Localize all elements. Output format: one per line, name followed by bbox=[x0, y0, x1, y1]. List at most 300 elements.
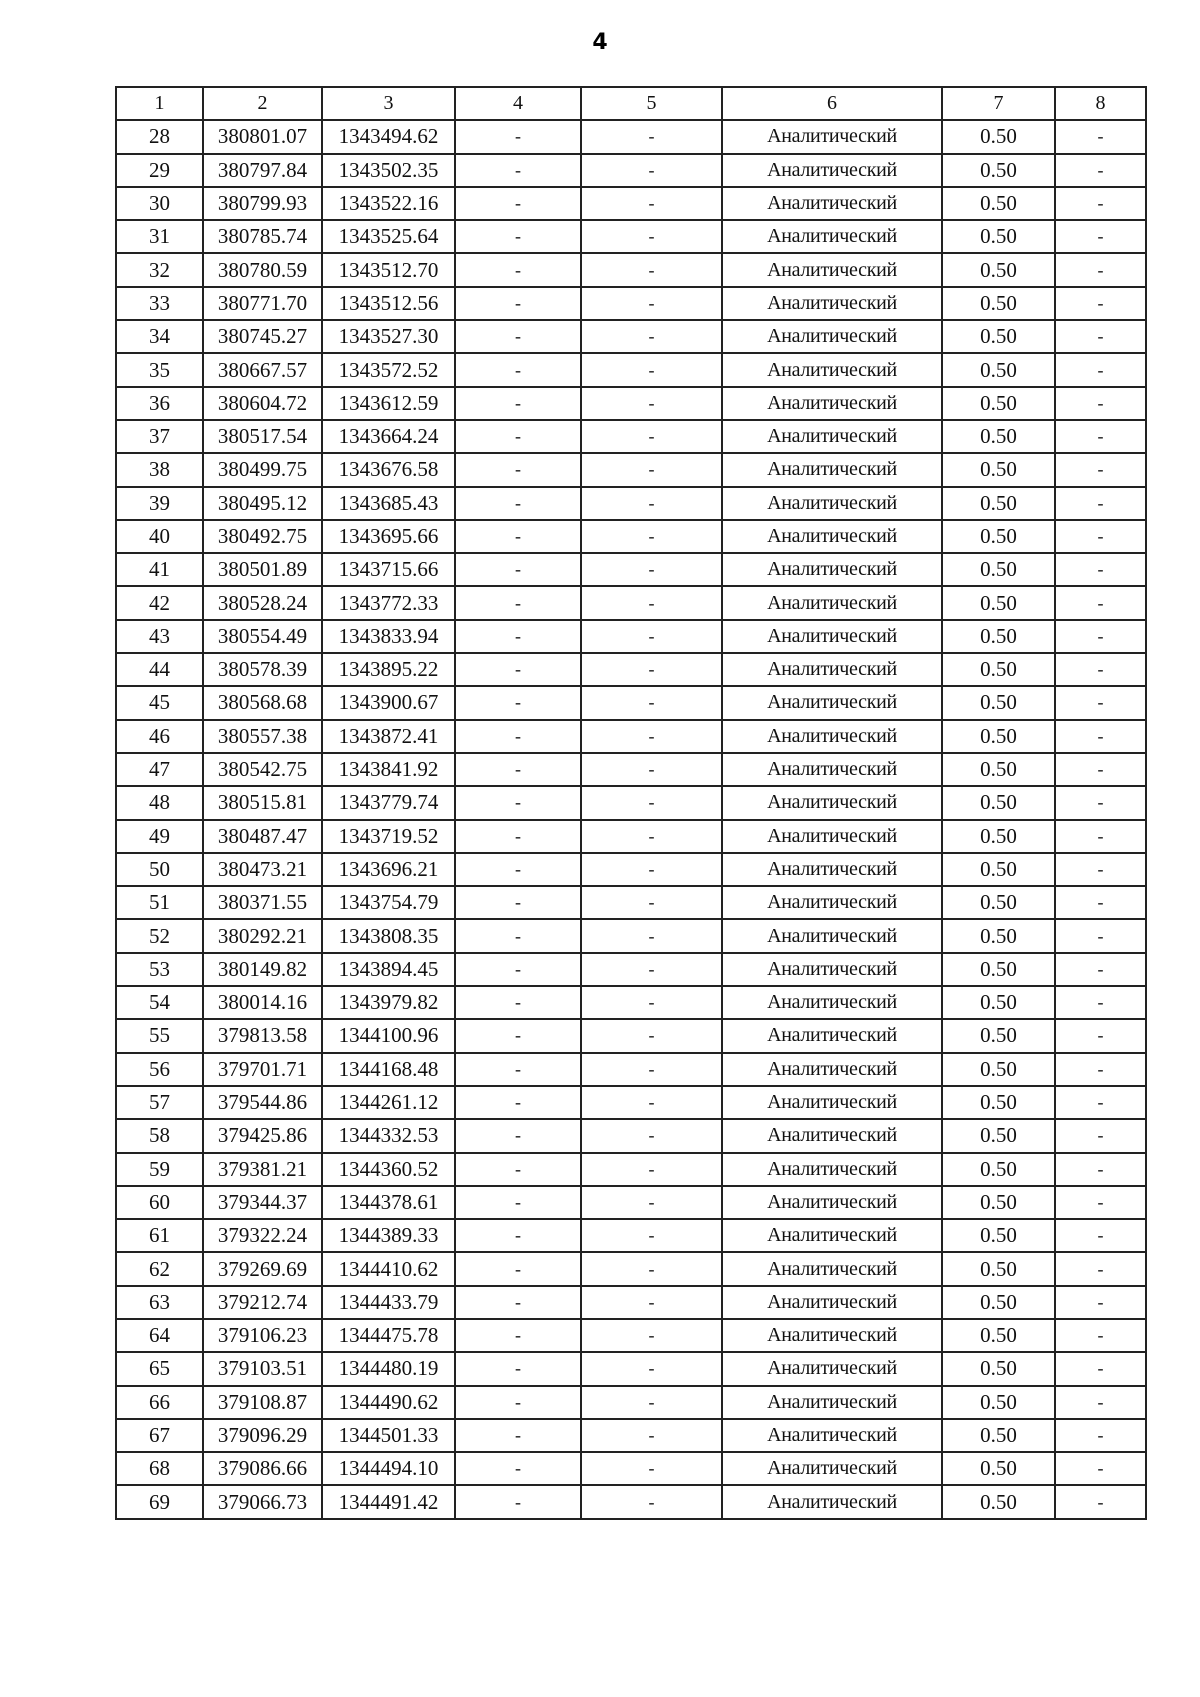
point-number-cell: 29 bbox=[116, 154, 203, 187]
point-number-cell: 63 bbox=[116, 1286, 203, 1319]
col4-cell: - bbox=[455, 387, 581, 420]
point-number-cell: 68 bbox=[116, 1452, 203, 1485]
col5-cell: - bbox=[581, 220, 722, 253]
y-coordinate-cell: 1343833.94 bbox=[322, 620, 455, 653]
method-cell: Аналитический bbox=[722, 1452, 942, 1485]
col5-cell: - bbox=[581, 786, 722, 819]
point-number-cell: 52 bbox=[116, 919, 203, 952]
col8-cell: - bbox=[1055, 1386, 1146, 1419]
table-row bbox=[116, 287, 1146, 320]
col8-cell: - bbox=[1055, 1219, 1146, 1252]
accuracy-cell: 0.50 bbox=[942, 453, 1055, 486]
col4-cell: - bbox=[455, 120, 581, 153]
method-cell: Аналитический bbox=[722, 1219, 942, 1252]
col8-cell: - bbox=[1055, 1452, 1146, 1485]
col5-cell: - bbox=[581, 353, 722, 386]
point-number-cell: 44 bbox=[116, 653, 203, 686]
accuracy-cell: 0.50 bbox=[942, 1319, 1055, 1352]
col4-cell: - bbox=[455, 453, 581, 486]
point-number-cell: 48 bbox=[116, 786, 203, 819]
table-row bbox=[116, 886, 1146, 919]
col8-cell: - bbox=[1055, 187, 1146, 220]
col8-cell: - bbox=[1055, 1119, 1146, 1152]
table-row bbox=[116, 586, 1146, 619]
y-coordinate-cell: 1343527.30 bbox=[322, 320, 455, 353]
x-coordinate-cell: 379086.66 bbox=[203, 1452, 322, 1485]
accuracy-cell: 0.50 bbox=[942, 653, 1055, 686]
col5-cell: - bbox=[581, 387, 722, 420]
y-coordinate-cell: 1344480.19 bbox=[322, 1352, 455, 1385]
x-coordinate-cell: 379425.86 bbox=[203, 1119, 322, 1152]
col4-cell: - bbox=[455, 1419, 581, 1452]
col4-cell: - bbox=[455, 253, 581, 286]
col8-cell: - bbox=[1055, 853, 1146, 886]
point-number-cell: 43 bbox=[116, 620, 203, 653]
method-cell: Аналитический bbox=[722, 586, 942, 619]
y-coordinate-cell: 1344360.52 bbox=[322, 1153, 455, 1186]
x-coordinate-cell: 379813.58 bbox=[203, 1019, 322, 1052]
x-coordinate-cell: 379096.29 bbox=[203, 1419, 322, 1452]
col4-cell: - bbox=[455, 720, 581, 753]
method-cell: Аналитический bbox=[722, 187, 942, 220]
x-coordinate-cell: 380557.38 bbox=[203, 720, 322, 753]
col5-cell: - bbox=[581, 753, 722, 786]
accuracy-cell: 0.50 bbox=[942, 353, 1055, 386]
method-cell: Аналитический bbox=[722, 287, 942, 320]
col5-cell: - bbox=[581, 1053, 722, 1086]
point-number-cell: 69 bbox=[116, 1485, 203, 1518]
accuracy-cell: 0.50 bbox=[942, 620, 1055, 653]
table-header-row bbox=[116, 87, 1146, 120]
table-row bbox=[116, 1485, 1146, 1518]
table-body bbox=[116, 120, 1146, 1518]
col8-cell: - bbox=[1055, 320, 1146, 353]
x-coordinate-cell: 379544.86 bbox=[203, 1086, 322, 1119]
col4-cell: - bbox=[455, 1252, 581, 1285]
accuracy-cell: 0.50 bbox=[942, 220, 1055, 253]
col8-cell: - bbox=[1055, 919, 1146, 952]
point-number-cell: 28 bbox=[116, 120, 203, 153]
col8-cell: - bbox=[1055, 154, 1146, 187]
point-number-cell: 61 bbox=[116, 1219, 203, 1252]
point-number-cell: 56 bbox=[116, 1053, 203, 1086]
table-row bbox=[116, 686, 1146, 719]
table-row bbox=[116, 1086, 1146, 1119]
col8-cell: - bbox=[1055, 686, 1146, 719]
method-cell: Аналитический bbox=[722, 720, 942, 753]
col5-cell: - bbox=[581, 487, 722, 520]
accuracy-cell: 0.50 bbox=[942, 886, 1055, 919]
method-cell: Аналитический bbox=[722, 353, 942, 386]
point-number-cell: 35 bbox=[116, 353, 203, 386]
point-number-cell: 38 bbox=[116, 453, 203, 486]
x-coordinate-cell: 380799.93 bbox=[203, 187, 322, 220]
accuracy-cell: 0.50 bbox=[942, 1086, 1055, 1119]
col5-cell: - bbox=[581, 586, 722, 619]
y-coordinate-cell: 1344168.48 bbox=[322, 1053, 455, 1086]
col5-cell: - bbox=[581, 1319, 722, 1352]
col8-cell: - bbox=[1055, 287, 1146, 320]
col4-cell: - bbox=[455, 1119, 581, 1152]
col5-cell: - bbox=[581, 1452, 722, 1485]
col5-cell: - bbox=[581, 320, 722, 353]
point-number-cell: 33 bbox=[116, 287, 203, 320]
point-number-cell: 66 bbox=[116, 1386, 203, 1419]
point-number-cell: 50 bbox=[116, 853, 203, 886]
y-coordinate-cell: 1344332.53 bbox=[322, 1119, 455, 1152]
point-number-cell: 46 bbox=[116, 720, 203, 753]
column-header: 4 bbox=[455, 87, 581, 120]
y-coordinate-cell: 1343772.33 bbox=[322, 586, 455, 619]
col8-cell: - bbox=[1055, 886, 1146, 919]
point-number-cell: 42 bbox=[116, 586, 203, 619]
col5-cell: - bbox=[581, 1352, 722, 1385]
accuracy-cell: 0.50 bbox=[942, 919, 1055, 952]
y-coordinate-cell: 1343522.16 bbox=[322, 187, 455, 220]
y-coordinate-cell: 1344433.79 bbox=[322, 1286, 455, 1319]
col8-cell: - bbox=[1055, 753, 1146, 786]
x-coordinate-cell: 380780.59 bbox=[203, 253, 322, 286]
x-coordinate-cell: 379322.24 bbox=[203, 1219, 322, 1252]
table-row bbox=[116, 453, 1146, 486]
column-header: 6 bbox=[722, 87, 942, 120]
y-coordinate-cell: 1344410.62 bbox=[322, 1252, 455, 1285]
y-coordinate-cell: 1343494.62 bbox=[322, 120, 455, 153]
accuracy-cell: 0.50 bbox=[942, 1452, 1055, 1485]
table-row bbox=[116, 120, 1146, 153]
col4-cell: - bbox=[455, 1386, 581, 1419]
point-number-cell: 55 bbox=[116, 1019, 203, 1052]
col4-cell: - bbox=[455, 353, 581, 386]
method-cell: Аналитический bbox=[722, 387, 942, 420]
table-row bbox=[116, 220, 1146, 253]
x-coordinate-cell: 379103.51 bbox=[203, 1352, 322, 1385]
y-coordinate-cell: 1344475.78 bbox=[322, 1319, 455, 1352]
y-coordinate-cell: 1343754.79 bbox=[322, 886, 455, 919]
method-cell: Аналитический bbox=[722, 853, 942, 886]
col8-cell: - bbox=[1055, 1252, 1146, 1285]
y-coordinate-cell: 1344100.96 bbox=[322, 1019, 455, 1052]
point-number-cell: 64 bbox=[116, 1319, 203, 1352]
col8-cell: - bbox=[1055, 986, 1146, 1019]
col5-cell: - bbox=[581, 986, 722, 1019]
col4-cell: - bbox=[455, 886, 581, 919]
point-number-cell: 51 bbox=[116, 886, 203, 919]
method-cell: Аналитический bbox=[722, 1419, 942, 1452]
method-cell: Аналитический bbox=[722, 986, 942, 1019]
table-row bbox=[116, 919, 1146, 952]
y-coordinate-cell: 1343894.45 bbox=[322, 953, 455, 986]
y-coordinate-cell: 1344378.61 bbox=[322, 1186, 455, 1219]
table-row bbox=[116, 1286, 1146, 1319]
x-coordinate-cell: 380797.84 bbox=[203, 154, 322, 187]
table-row bbox=[116, 786, 1146, 819]
table-row bbox=[116, 187, 1146, 220]
point-number-cell: 57 bbox=[116, 1086, 203, 1119]
method-cell: Аналитический bbox=[722, 487, 942, 520]
col8-cell: - bbox=[1055, 1186, 1146, 1219]
table-row bbox=[116, 820, 1146, 853]
method-cell: Аналитический bbox=[722, 886, 942, 919]
column-header: 3 bbox=[322, 87, 455, 120]
accuracy-cell: 0.50 bbox=[942, 1286, 1055, 1319]
y-coordinate-cell: 1343612.59 bbox=[322, 387, 455, 420]
x-coordinate-cell: 380528.24 bbox=[203, 586, 322, 619]
y-coordinate-cell: 1343719.52 bbox=[322, 820, 455, 853]
y-coordinate-cell: 1343502.35 bbox=[322, 154, 455, 187]
method-cell: Аналитический bbox=[722, 320, 942, 353]
accuracy-cell: 0.50 bbox=[942, 753, 1055, 786]
y-coordinate-cell: 1343779.74 bbox=[322, 786, 455, 819]
col5-cell: - bbox=[581, 853, 722, 886]
col4-cell: - bbox=[455, 220, 581, 253]
col4-cell: - bbox=[455, 1319, 581, 1352]
y-coordinate-cell: 1344389.33 bbox=[322, 1219, 455, 1252]
accuracy-cell: 0.50 bbox=[942, 1352, 1055, 1385]
table-row bbox=[116, 1053, 1146, 1086]
col8-cell: - bbox=[1055, 720, 1146, 753]
col8-cell: - bbox=[1055, 1019, 1146, 1052]
accuracy-cell: 0.50 bbox=[942, 487, 1055, 520]
y-coordinate-cell: 1343676.58 bbox=[322, 453, 455, 486]
y-coordinate-cell: 1343512.70 bbox=[322, 253, 455, 286]
y-coordinate-cell: 1343664.24 bbox=[322, 420, 455, 453]
method-cell: Аналитический bbox=[722, 786, 942, 819]
y-coordinate-cell: 1343979.82 bbox=[322, 986, 455, 1019]
table-row bbox=[116, 1153, 1146, 1186]
table-row bbox=[116, 853, 1146, 886]
y-coordinate-cell: 1343572.52 bbox=[322, 353, 455, 386]
method-cell: Аналитический bbox=[722, 1386, 942, 1419]
col5-cell: - bbox=[581, 253, 722, 286]
y-coordinate-cell: 1344490.62 bbox=[322, 1386, 455, 1419]
method-cell: Аналитический bbox=[722, 953, 942, 986]
col8-cell: - bbox=[1055, 553, 1146, 586]
table-row bbox=[116, 1352, 1146, 1385]
table-row bbox=[116, 953, 1146, 986]
col4-cell: - bbox=[455, 1485, 581, 1518]
x-coordinate-cell: 379269.69 bbox=[203, 1252, 322, 1285]
table-row bbox=[116, 1419, 1146, 1452]
col8-cell: - bbox=[1055, 586, 1146, 619]
col8-cell: - bbox=[1055, 1286, 1146, 1319]
x-coordinate-cell: 380578.39 bbox=[203, 653, 322, 686]
x-coordinate-cell: 379066.73 bbox=[203, 1485, 322, 1518]
col5-cell: - bbox=[581, 653, 722, 686]
point-number-cell: 41 bbox=[116, 553, 203, 586]
method-cell: Аналитический bbox=[722, 553, 942, 586]
x-coordinate-cell: 380568.68 bbox=[203, 686, 322, 719]
coordinates-table bbox=[115, 86, 1147, 1520]
x-coordinate-cell: 380473.21 bbox=[203, 853, 322, 886]
table-row bbox=[116, 1252, 1146, 1285]
method-cell: Аналитический bbox=[722, 253, 942, 286]
y-coordinate-cell: 1343512.56 bbox=[322, 287, 455, 320]
accuracy-cell: 0.50 bbox=[942, 1419, 1055, 1452]
point-number-cell: 62 bbox=[116, 1252, 203, 1285]
col8-cell: - bbox=[1055, 820, 1146, 853]
accuracy-cell: 0.50 bbox=[942, 1186, 1055, 1219]
y-coordinate-cell: 1344491.42 bbox=[322, 1485, 455, 1518]
accuracy-cell: 0.50 bbox=[942, 553, 1055, 586]
col8-cell: - bbox=[1055, 1319, 1146, 1352]
method-cell: Аналитический bbox=[722, 1153, 942, 1186]
x-coordinate-cell: 379344.37 bbox=[203, 1186, 322, 1219]
point-number-cell: 53 bbox=[116, 953, 203, 986]
accuracy-cell: 0.50 bbox=[942, 1019, 1055, 1052]
method-cell: Аналитический bbox=[722, 420, 942, 453]
method-cell: Аналитический bbox=[722, 620, 942, 653]
col4-cell: - bbox=[455, 653, 581, 686]
col8-cell: - bbox=[1055, 1352, 1146, 1385]
col5-cell: - bbox=[581, 553, 722, 586]
col8-cell: - bbox=[1055, 453, 1146, 486]
col4-cell: - bbox=[455, 1352, 581, 1385]
accuracy-cell: 0.50 bbox=[942, 520, 1055, 553]
col5-cell: - bbox=[581, 720, 722, 753]
point-number-cell: 45 bbox=[116, 686, 203, 719]
accuracy-cell: 0.50 bbox=[942, 820, 1055, 853]
x-coordinate-cell: 380517.54 bbox=[203, 420, 322, 453]
accuracy-cell: 0.50 bbox=[942, 1053, 1055, 1086]
col4-cell: - bbox=[455, 287, 581, 320]
accuracy-cell: 0.50 bbox=[942, 1219, 1055, 1252]
y-coordinate-cell: 1344501.33 bbox=[322, 1419, 455, 1452]
y-coordinate-cell: 1343695.66 bbox=[322, 520, 455, 553]
accuracy-cell: 0.50 bbox=[942, 720, 1055, 753]
point-number-cell: 47 bbox=[116, 753, 203, 786]
x-coordinate-cell: 380801.07 bbox=[203, 120, 322, 153]
point-number-cell: 31 bbox=[116, 220, 203, 253]
col4-cell: - bbox=[455, 1219, 581, 1252]
col4-cell: - bbox=[455, 853, 581, 886]
col4-cell: - bbox=[455, 1186, 581, 1219]
point-number-cell: 67 bbox=[116, 1419, 203, 1452]
col4-cell: - bbox=[455, 620, 581, 653]
method-cell: Аналитический bbox=[722, 1319, 942, 1352]
table-row bbox=[116, 1386, 1146, 1419]
col8-cell: - bbox=[1055, 1419, 1146, 1452]
col5-cell: - bbox=[581, 453, 722, 486]
method-cell: Аналитический bbox=[722, 820, 942, 853]
table-row bbox=[116, 553, 1146, 586]
table-row bbox=[116, 320, 1146, 353]
point-number-cell: 30 bbox=[116, 187, 203, 220]
method-cell: Аналитический bbox=[722, 154, 942, 187]
accuracy-cell: 0.50 bbox=[942, 1485, 1055, 1518]
method-cell: Аналитический bbox=[722, 1053, 942, 1086]
col4-cell: - bbox=[455, 686, 581, 719]
col5-cell: - bbox=[581, 919, 722, 952]
x-coordinate-cell: 380014.16 bbox=[203, 986, 322, 1019]
y-coordinate-cell: 1343895.22 bbox=[322, 653, 455, 686]
accuracy-cell: 0.50 bbox=[942, 1252, 1055, 1285]
point-number-cell: 65 bbox=[116, 1352, 203, 1385]
x-coordinate-cell: 380149.82 bbox=[203, 953, 322, 986]
point-number-cell: 49 bbox=[116, 820, 203, 853]
table-row bbox=[116, 487, 1146, 520]
y-coordinate-cell: 1343685.43 bbox=[322, 487, 455, 520]
point-number-cell: 34 bbox=[116, 320, 203, 353]
accuracy-cell: 0.50 bbox=[942, 154, 1055, 187]
col4-cell: - bbox=[455, 1286, 581, 1319]
col8-cell: - bbox=[1055, 420, 1146, 453]
accuracy-cell: 0.50 bbox=[942, 387, 1055, 420]
col8-cell: - bbox=[1055, 520, 1146, 553]
col4-cell: - bbox=[455, 953, 581, 986]
col5-cell: - bbox=[581, 1086, 722, 1119]
point-number-cell: 59 bbox=[116, 1153, 203, 1186]
table-row bbox=[116, 1119, 1146, 1152]
method-cell: Аналитический bbox=[722, 1086, 942, 1119]
point-number-cell: 40 bbox=[116, 520, 203, 553]
col4-cell: - bbox=[455, 420, 581, 453]
col8-cell: - bbox=[1055, 220, 1146, 253]
column-header: 7 bbox=[942, 87, 1055, 120]
method-cell: Аналитический bbox=[722, 919, 942, 952]
table-row bbox=[116, 253, 1146, 286]
col5-cell: - bbox=[581, 1019, 722, 1052]
method-cell: Аналитический bbox=[722, 1019, 942, 1052]
table-row bbox=[116, 420, 1146, 453]
point-number-cell: 39 bbox=[116, 487, 203, 520]
col5-cell: - bbox=[581, 620, 722, 653]
col5-cell: - bbox=[581, 1419, 722, 1452]
x-coordinate-cell: 380515.81 bbox=[203, 786, 322, 819]
method-cell: Аналитический bbox=[722, 220, 942, 253]
col5-cell: - bbox=[581, 1219, 722, 1252]
table-row bbox=[116, 154, 1146, 187]
accuracy-cell: 0.50 bbox=[942, 953, 1055, 986]
col4-cell: - bbox=[455, 986, 581, 1019]
x-coordinate-cell: 379106.23 bbox=[203, 1319, 322, 1352]
method-cell: Аналитический bbox=[722, 686, 942, 719]
col5-cell: - bbox=[581, 953, 722, 986]
method-cell: Аналитический bbox=[722, 1485, 942, 1518]
method-cell: Аналитический bbox=[722, 1119, 942, 1152]
table-row bbox=[116, 353, 1146, 386]
col4-cell: - bbox=[455, 753, 581, 786]
x-coordinate-cell: 380771.70 bbox=[203, 287, 322, 320]
y-coordinate-cell: 1343808.35 bbox=[322, 919, 455, 952]
x-coordinate-cell: 380292.21 bbox=[203, 919, 322, 952]
x-coordinate-cell: 380501.89 bbox=[203, 553, 322, 586]
col5-cell: - bbox=[581, 187, 722, 220]
accuracy-cell: 0.50 bbox=[942, 187, 1055, 220]
method-cell: Аналитический bbox=[722, 1252, 942, 1285]
x-coordinate-cell: 380604.72 bbox=[203, 387, 322, 420]
accuracy-cell: 0.50 bbox=[942, 253, 1055, 286]
method-cell: Аналитический bbox=[722, 120, 942, 153]
accuracy-cell: 0.50 bbox=[942, 120, 1055, 153]
x-coordinate-cell: 379701.71 bbox=[203, 1053, 322, 1086]
col5-cell: - bbox=[581, 1252, 722, 1285]
col5-cell: - bbox=[581, 1119, 722, 1152]
col5-cell: - bbox=[581, 1186, 722, 1219]
x-coordinate-cell: 379108.87 bbox=[203, 1386, 322, 1419]
col4-cell: - bbox=[455, 1053, 581, 1086]
method-cell: Аналитический bbox=[722, 753, 942, 786]
point-number-cell: 32 bbox=[116, 253, 203, 286]
accuracy-cell: 0.50 bbox=[942, 853, 1055, 886]
accuracy-cell: 0.50 bbox=[942, 1119, 1055, 1152]
x-coordinate-cell: 380371.55 bbox=[203, 886, 322, 919]
accuracy-cell: 0.50 bbox=[942, 287, 1055, 320]
col5-cell: - bbox=[581, 1485, 722, 1518]
y-coordinate-cell: 1343841.92 bbox=[322, 753, 455, 786]
table-row bbox=[116, 1452, 1146, 1485]
col4-cell: - bbox=[455, 187, 581, 220]
